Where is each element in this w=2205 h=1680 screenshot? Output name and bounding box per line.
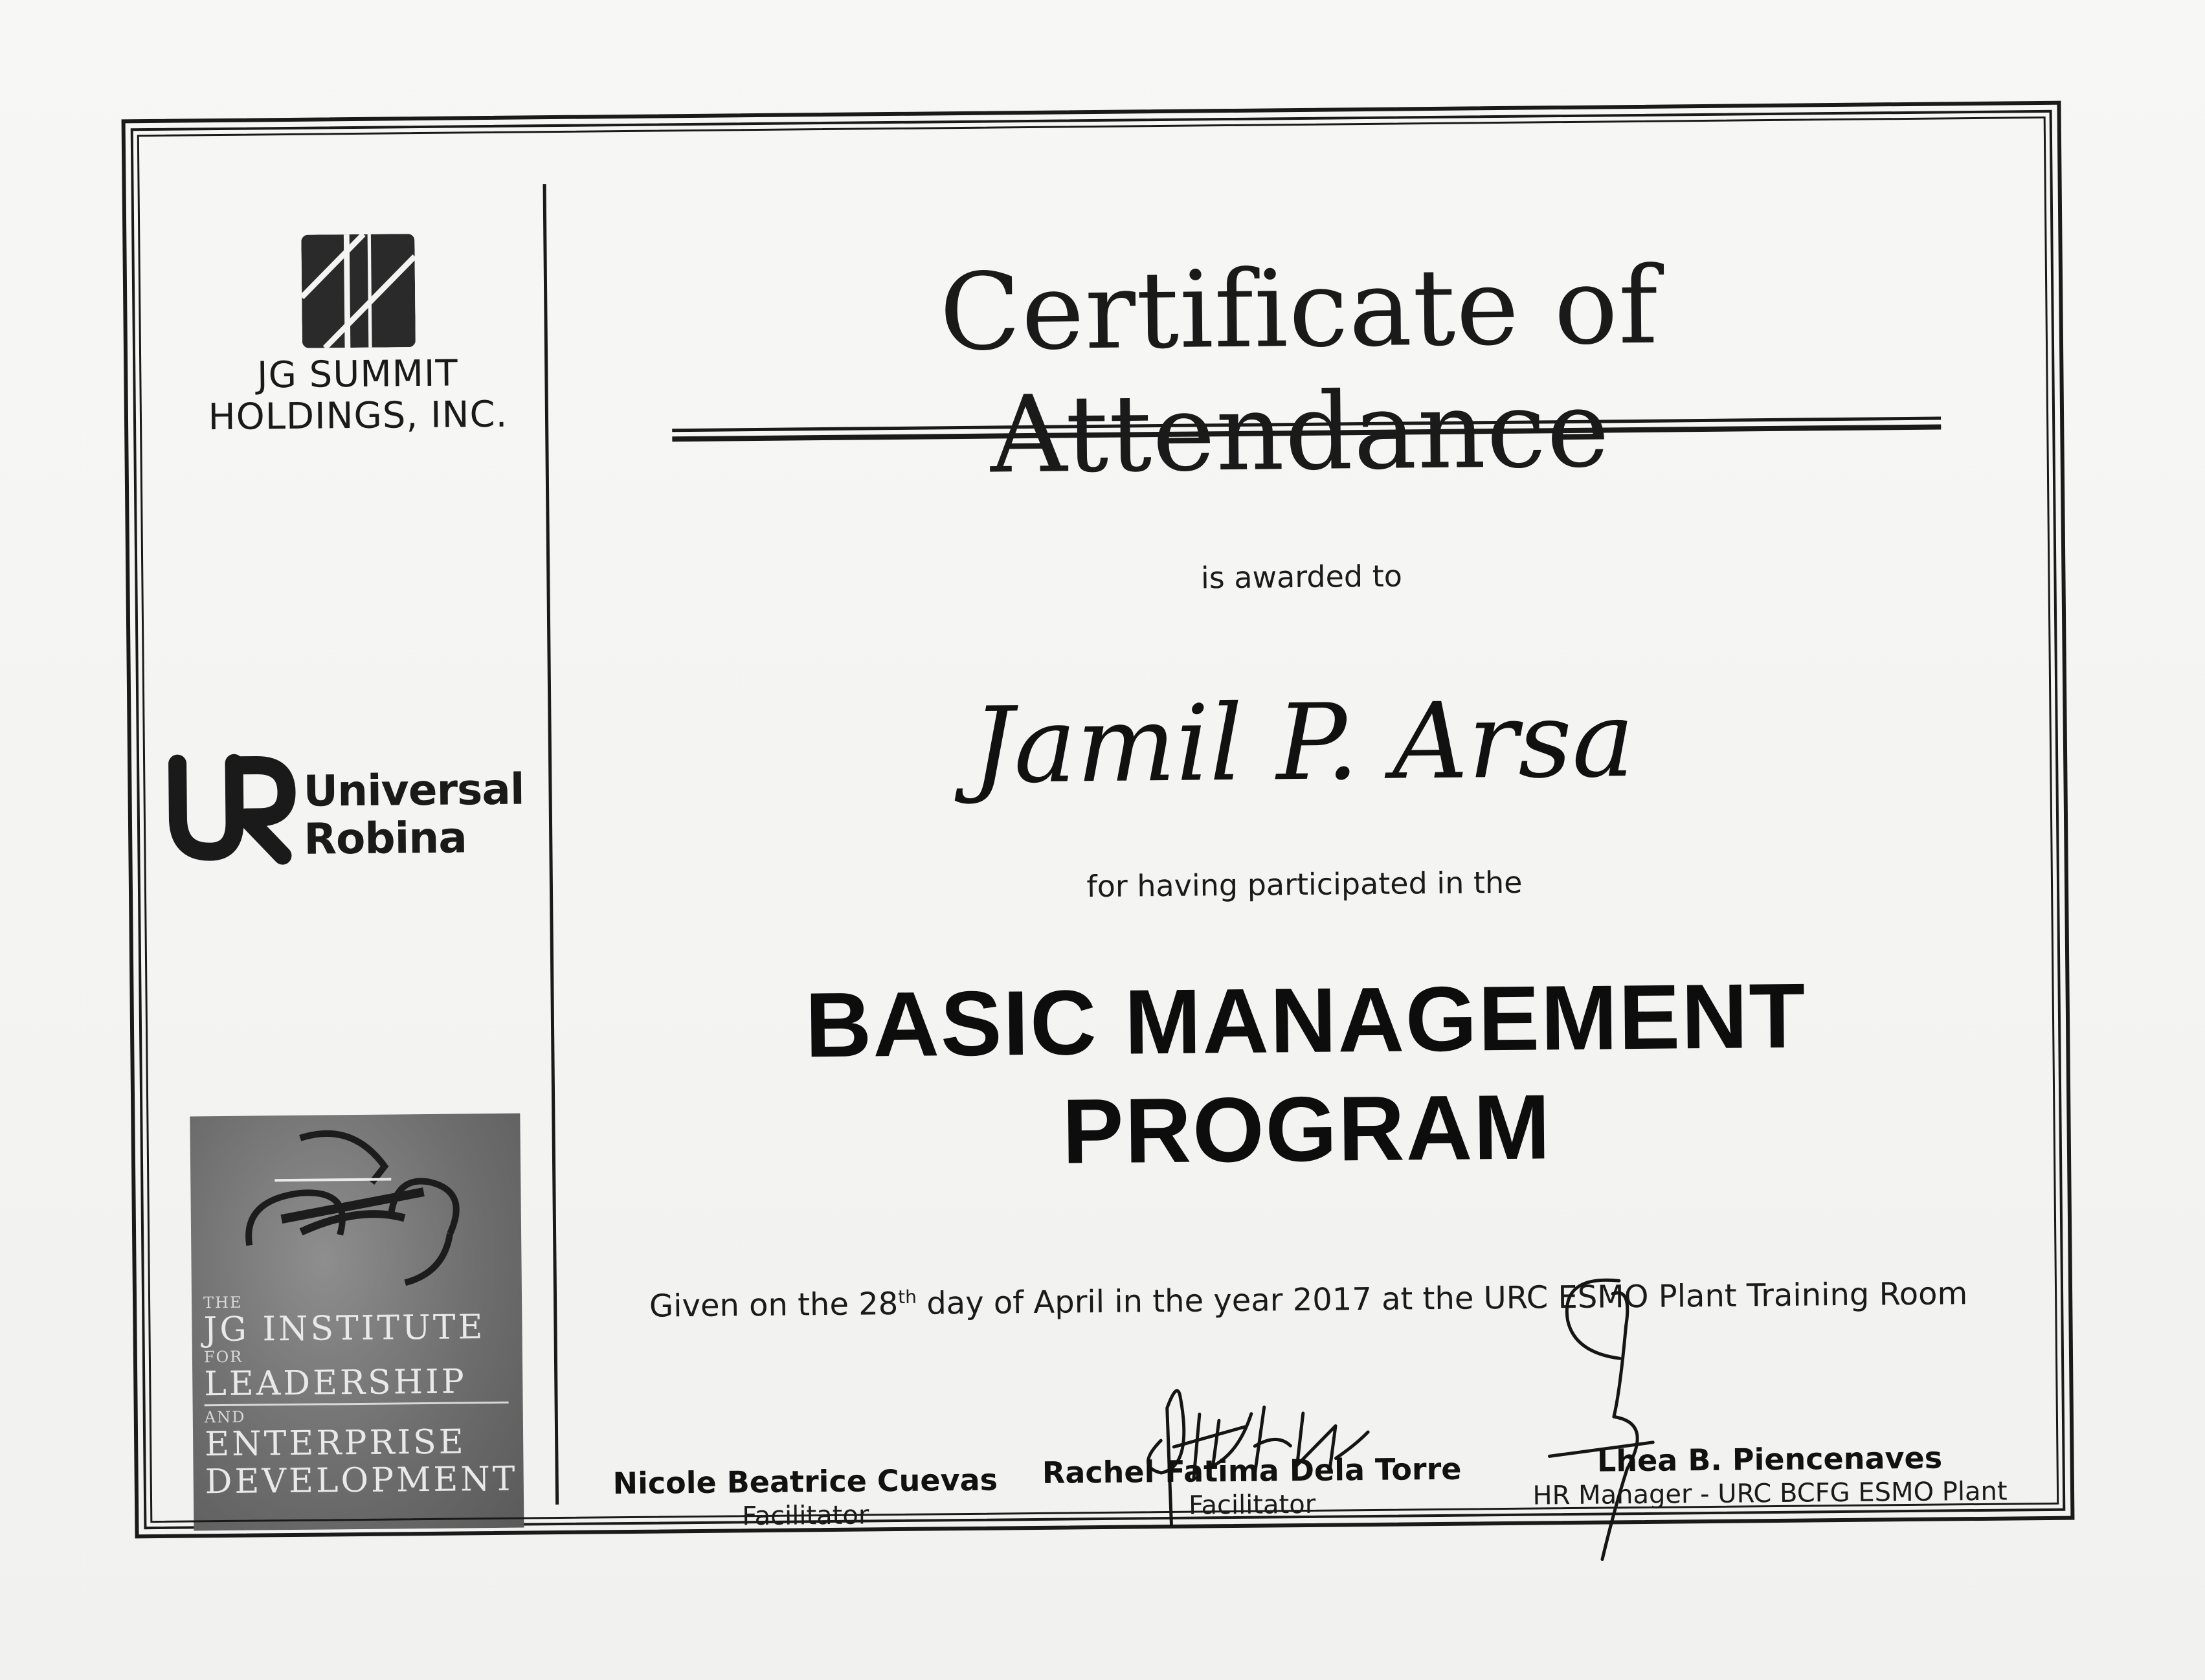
program-line1: BASIC MANAGEMENT (804, 964, 1808, 1077)
jg-summit-name (192, 353, 523, 439)
signatory-1-role: Facilitator (742, 1500, 869, 1532)
participation-text: for having participated in the (1086, 864, 1523, 904)
awarded-text: is awarded to (1200, 558, 1403, 596)
given-prefix: Given on the 28 (649, 1285, 899, 1325)
urc-line1: Universal (303, 764, 524, 816)
institute-and: AND (204, 1407, 246, 1427)
signatory-3-name: Lhea B. Piencenaves (1596, 1440, 1943, 1479)
jg-summit-line1: JG SUMMIT (256, 352, 458, 397)
institute-for: FOR (203, 1347, 243, 1367)
institute-line1: JG INSTITUTE (203, 1308, 486, 1350)
jg-summit-logo-icon (301, 234, 416, 348)
urc-line2: Robina (303, 812, 467, 864)
given-ordinal: th (898, 1286, 917, 1308)
jg-summit-line2: HOLDINGS, INC. (208, 393, 508, 439)
certificate-title: Certificate of Attendance (939, 243, 1659, 497)
signatory-1 (579, 1461, 1033, 1534)
vertical-divider (543, 184, 559, 1505)
jg-institute-logo (190, 1114, 524, 1531)
institute-line2: LEADERSHIP (204, 1362, 467, 1404)
given-statement (629, 1268, 1989, 1326)
urc-wordmark (303, 766, 524, 864)
institute-line3: ENTERPRISE (204, 1422, 467, 1464)
urc-logo (157, 747, 547, 880)
program-name (625, 960, 1987, 1191)
signature-rachel (1121, 1367, 1394, 1532)
title-underline (672, 416, 1941, 442)
certificate-border (122, 101, 2075, 1539)
signatory-3 (1497, 1439, 2042, 1512)
bicycle-icon (203, 1120, 509, 1297)
signature-lhea (1522, 1260, 1719, 1573)
certificate-content (151, 131, 2044, 1532)
signatory-2 (1025, 1450, 1479, 1523)
jg-institute-text (203, 1292, 516, 1501)
urc-mark-icon (164, 750, 301, 868)
signatory-2-name: Rachel Fatima Dela Torre (1042, 1451, 1462, 1490)
signatory-2-role: Facilitator (1188, 1489, 1316, 1521)
institute-divider (205, 1402, 509, 1407)
signatory-3-role: HR Manager - URC BCFG ESMO Plant (1532, 1476, 2008, 1511)
institute-line4: DEVELOPMENT (205, 1459, 518, 1502)
given-rest: day of April in the year 2017 at the URC ESMO Plant Training Room (916, 1275, 1968, 1322)
signatory-1-name: Nicole Beatrice Cuevas (612, 1462, 998, 1501)
program-line2: PROGRAM (1062, 1075, 1552, 1183)
institute-the: THE (203, 1293, 243, 1312)
recipient-name: Jamil P. Arsa (971, 679, 1635, 807)
